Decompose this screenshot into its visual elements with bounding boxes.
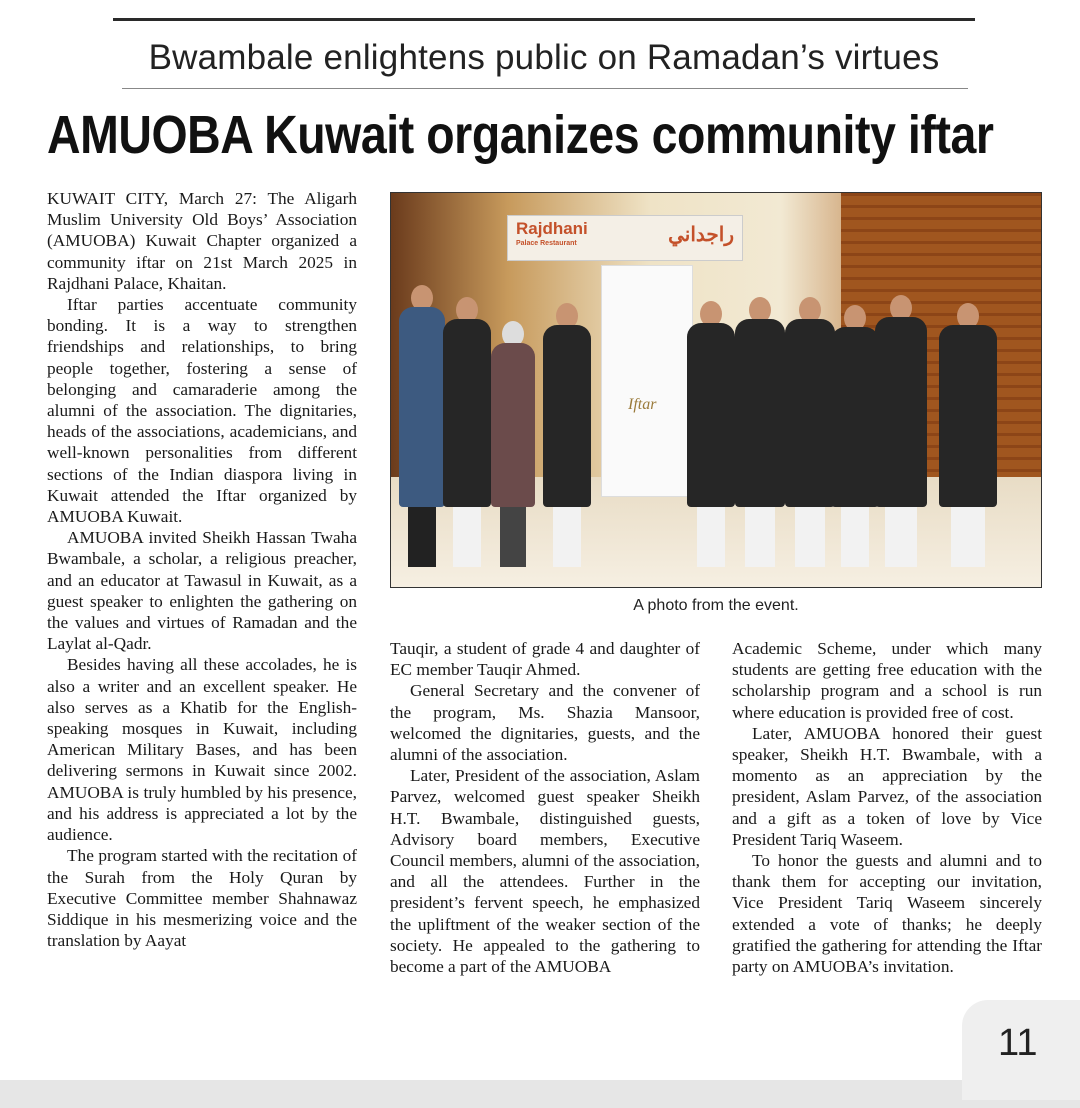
banner-text: Iftar (628, 396, 657, 413)
person (785, 297, 835, 567)
article-column-1 (47, 188, 357, 951)
kicker-rule (122, 88, 968, 89)
article-column-3 (732, 638, 1042, 977)
paragraph: Besides having all these accolades, he is also a writer and an excellent speaker. He also serves as a Khatib for the English-speaking mosques in Kuwait, including American Military Bases, and has been delivering sermons in Kuwait since 2002. AMUOBA is truly humbled by his presence, and his address is appreciated a lot by the audience. (47, 655, 357, 845)
iftar-banner (601, 265, 693, 497)
person (735, 297, 785, 567)
paragraph: Later, AMUOBA honored their guest speaker, Sheikh H.T. Bwambale, with a momento as an appreciation by the president, Aslam Parvez, of the association and a gift as a token of love by Vice President Tariq Waseem. (732, 723, 1042, 849)
person (687, 301, 735, 567)
page-number: 11 (998, 1022, 1038, 1064)
person (939, 303, 997, 567)
paragraph: Academic Scheme, under which many students are getting free education with the scholarship program and a school is run where education is provided free of cost. (732, 639, 1042, 722)
paragraph: KUWAIT CITY, March 27: The Aligarh Muslim University Old Boys’ Association (AMUOBA) Kuwait Chapter organized a community iftar on 21st March 2025 in Rajdhani Palace, Khaitan. (47, 189, 357, 293)
person (875, 295, 927, 567)
person (831, 305, 879, 567)
person (491, 321, 535, 567)
sign-arabic: راجداني (668, 224, 734, 246)
bottom-strip (0, 1080, 1080, 1108)
person (443, 297, 491, 567)
paragraph: Tauqir, a student of grade 4 and daughter of EC member Tauqir Ahmed. (390, 639, 700, 680)
paragraph: General Secretary and the convener of the program, Ms. Shazia Mansoor, welcomed the dignitaries, guests, and the alumni of the association. (390, 681, 700, 765)
paragraph: Iftar parties accentuate community bonding. It is a way to strengthen friendships and relationships, to bring people together, fostering a sense of belonging and camaraderie among the alumni of the association. The dignitaries, heads of the associations, academicians, and well-known personalities from different sections of the Indian diaspora living in Kuwait attended the Iftar organized by AMUOBA Kuwait. (47, 295, 357, 527)
top-rule (113, 18, 975, 21)
article-kicker: Bwambale enlightens public on Ramadan’s virtues (148, 38, 940, 77)
person (543, 303, 591, 567)
article-headline: AMUOBA Kuwait organizes community iftar (47, 105, 994, 165)
sign-subtitle: Palace Restaurant (516, 240, 577, 247)
paragraph: The program started with the recitation of the Surah from the Holy Quran by Executive Committee member Shahnawaz Siddique in his mesmerizing voice and the translation by Aayat (47, 846, 357, 951)
photo-caption: A photo from the event. (633, 597, 799, 614)
paragraph: To honor the guests and alumni and to thank them for accepting our invitation, Vice President Tariq Waseem sincerely extended a vote of thanks; he deeply gratified the gathering for attending the Iftar party on AMUOBA’s invitation. (732, 851, 1042, 977)
event-photo (390, 192, 1042, 588)
paragraph: AMUOBA invited Sheikh Hassan Twaha Bwambale, a scholar, a religious preacher, and an educator at Tawasul in Kuwait, as a guest speaker to enlighten the gathering on the values and virtues of Ramadan and the Laylat al-Qadr. (47, 528, 357, 654)
paragraph: Later, President of the association, Aslam Parvez, welcomed guest speaker Sheikh H.T. Bwambale, distinguished guests, Advisory board members, Executive Council members, alumni of the association, and all the attendees. Further in the president’s fervent speech, he emphasized the upliftment of the weaker section of the society. He appealed to the gathering to become a part of the AMUOBA (390, 766, 700, 977)
person (399, 285, 445, 567)
article-column-2 (390, 638, 700, 977)
sign-title: Rajdhani (516, 219, 588, 238)
restaurant-sign (507, 215, 743, 261)
